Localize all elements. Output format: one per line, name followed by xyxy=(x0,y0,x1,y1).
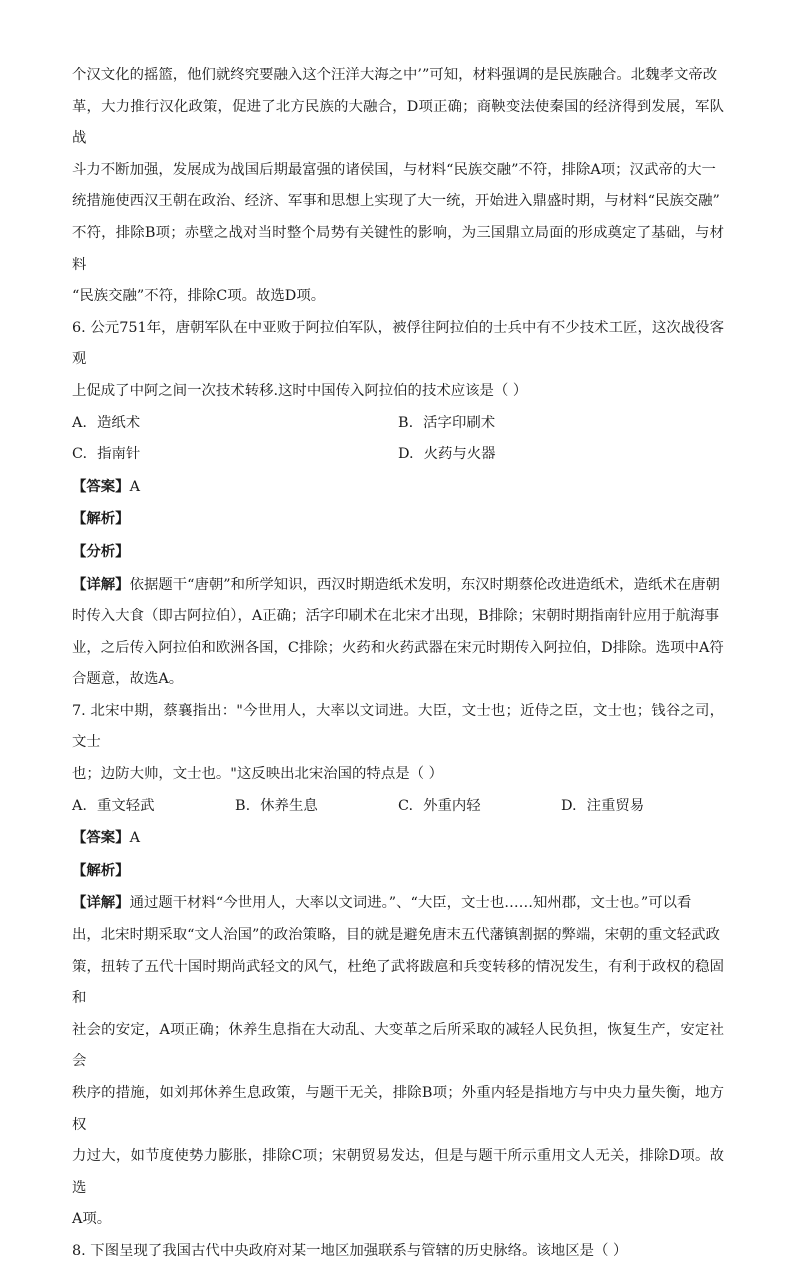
answer-value: A xyxy=(129,830,140,847)
detail-label: 【详解】 xyxy=(72,575,130,593)
document-page xyxy=(72,60,724,1268)
fenxi-heading: 【分析】 xyxy=(72,542,130,560)
text-line: 斗力不断加强，发展成为战国后期最富强的诸侯国，与材料“民族交融”不符，排除A项；汉武帝的大一 xyxy=(72,161,716,178)
question-stem-line: 也；边防大帅，文士也。"这反映出北宋治国的特点是（ ） xyxy=(72,766,443,783)
detail-line: 合题意，故选A。 xyxy=(72,671,184,688)
question-8 xyxy=(72,1236,724,1268)
option-list xyxy=(72,408,724,471)
option-c: C. 指南针 xyxy=(72,446,141,463)
detail-line: A项。 xyxy=(72,1211,112,1228)
option-a: A. 造纸术 xyxy=(72,414,141,431)
option-list xyxy=(72,791,724,823)
detail-line: 策，扭转了五代十国时期尚武轻文的风气，杜绝了武将跋扈和兵变转移的情况发生，有利于政权的稳固和 xyxy=(72,958,724,1007)
answer-value: A xyxy=(129,478,140,495)
text-line: 不符，排除B项；赤壁之战对当时整个局势有关键性的影响，为三国鼎立局面的形成奠定了基础，与材料 xyxy=(72,224,724,273)
detail-line: 【详解】依据题干“唐朝”和所学知识，西汉时期造纸术发明，东汉时期蔡伦改进造纸术，造纸术在唐朝 xyxy=(72,575,720,593)
detail-line: 力过大，如节度使势力膨胀，排除C项；宋朝贸易发达，但是与题干所示重用文人无关，排除D项。故选 xyxy=(72,1148,724,1196)
question-6 xyxy=(72,313,724,696)
option-c: C. 外重内轻 xyxy=(398,797,481,814)
answer-line xyxy=(72,822,724,855)
question-stem-line: 上促成了中阿之间一次技术转移.这时中国传入阿拉伯的技术应该是（ ） xyxy=(72,382,528,399)
text-line: “民族交融”不符，排除C项。故选D项。 xyxy=(72,288,326,305)
option-b: B. 活字印刷术 xyxy=(398,414,496,431)
q5-explanation xyxy=(72,60,724,313)
text-line: 革，大力推行汉化政策，促进了北方民族的大融合，D项正确；商鞅变法使秦国的经济得到发展，军队战 xyxy=(72,98,724,147)
detail-line: 业，之后传入阿拉伯和欧洲各国，C排除；火药和火药武器在宋元时期传入阿拉伯，D排除。选项中A符 xyxy=(72,639,724,656)
detail-line: 秩序的措施，如刘邦休养生息政策，与题干无关，排除B项；外重内轻是指地方与中央力量失衡，地方权 xyxy=(72,1085,724,1133)
answer-label: 【答案】 xyxy=(72,477,130,495)
detail-line: 社会的安定，A项正确；休养生息指在大动乱、大变革之后所采取的减轻人民负担，恢复生产，安定社会 xyxy=(72,1021,724,1070)
option-d: D. 注重贸易 xyxy=(561,797,645,814)
answer-line xyxy=(72,471,724,504)
question-stem-line: 7. 北宋中期，蔡襄指出："今世用人，大率以文词进。大臣，文士也；近侍之臣，文士也；钱谷之司，文士 xyxy=(72,702,724,751)
analysis-heading: 【解析】 xyxy=(72,510,130,528)
text-line: 统措施使西汉王朝在政治、经济、军事和思想上实现了大一统，开始进入鼎盛时期，与材料“民族交融” xyxy=(72,193,720,210)
option-a: A. 重文轻武 xyxy=(72,797,155,814)
question-stem-line: 8. 下图呈现了我国古代中央政府对某一地区加强联系与管辖的历史脉络。该地区是（ ） xyxy=(72,1242,628,1259)
option-b: B. 休养生息 xyxy=(235,797,318,814)
question-7 xyxy=(72,696,724,1236)
analysis-heading: 【解析】 xyxy=(72,861,130,879)
detail-line: 【详解】通过题干材料“今世用人，大率以文词进。”、“大臣，文士也……知州郡，文士也。”可以看 xyxy=(72,894,692,912)
detail-line: 时传入大食（即古阿拉伯），A正确；活字印刷术在北宋才出现，B排除；宋朝时期指南针应用于航海事 xyxy=(72,608,719,625)
detail-label: 【详解】 xyxy=(72,894,130,912)
question-stem-line: 6. 公元751年，唐朝军队在中亚败于阿拉伯军队，被俘往阿拉伯的士兵中有不少技术工匠，这次战役客观 xyxy=(72,319,724,368)
answer-label: 【答案】 xyxy=(72,829,130,847)
text-line: 个汉文化的摇篮，他们就终究要融入这个汪洋大海之中’”可知，材料强调的是民族融合。北魏孝文帝改 xyxy=(72,67,718,83)
option-d: D. 火药与火器 xyxy=(398,446,496,463)
detail-line: 出，北宋时期采取“文人治国”的政治策略，目的就是避免唐末五代藩镇割据的弊端，宋朝的重文轻武政 xyxy=(72,927,720,944)
